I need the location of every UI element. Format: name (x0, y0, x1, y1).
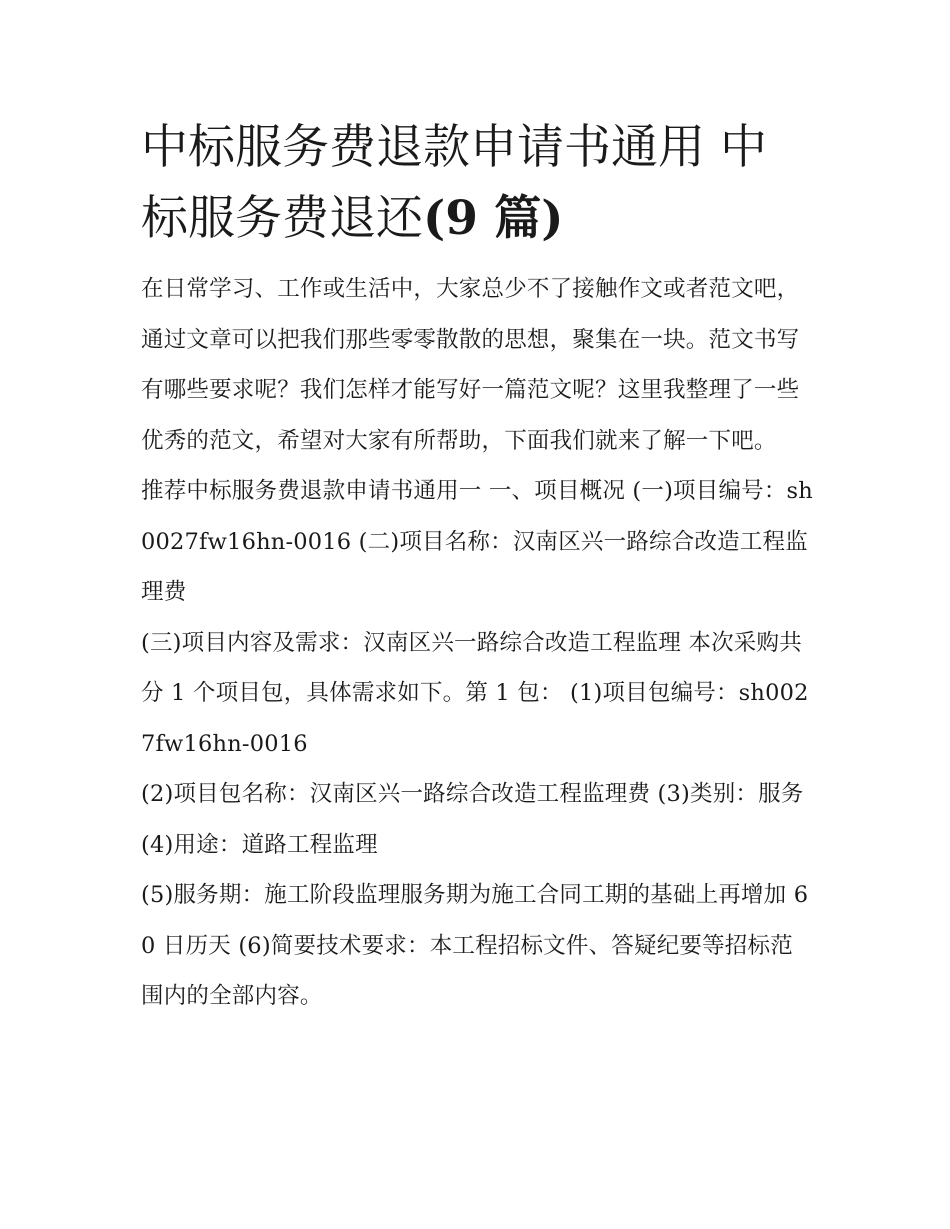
document-title (141, 112, 813, 254)
project-content-paragraph: (三)项目内容及需求：汉南区兴一路综合改造工程监理 本次采购共分 1 个项目包，具体需求如下。第 1 包： (1)项目包编号：sh0027fw16hn-0016 (141, 629, 809, 757)
package-name-paragraph: (2)项目包名称：汉南区兴一路综合改造工程监理费 (3)类别：服务 (4)用途：道路工程监理 (141, 781, 804, 858)
intro-paragraph: 在日常学习、工作或生活中，大家总少不了接触作文或者范文吧，通过文章可以把我们那些零零散散的思想，聚集在一块。范文书写有哪些要求呢？我们怎样才能写好一篇范文呢？这里我整理了一些优秀的范文，希望对大家有所帮助，下面我们就来了解一下吧。 (141, 276, 800, 454)
title-count: (9 篇) (423, 191, 564, 246)
title-text: 中标服务费退款申请书通用 中标服务费退还 (141, 120, 767, 246)
project-overview-paragraph: 推荐中标服务费退款申请书通用一 一、项目概况 (一)项目编号：sh0027fw16hn-0016 (二)项目名称：汉南区兴一路综合改造工程监理费 (141, 478, 813, 605)
service-period-paragraph: (5)服务期：施工阶段监理服务期为施工合同工期的基础上再增加 60 日历天 (6)简要技术要求：本工程招标文件、答疑纪要等招标范围内的全部内容。 (141, 882, 809, 1009)
document-body (141, 112, 813, 1022)
